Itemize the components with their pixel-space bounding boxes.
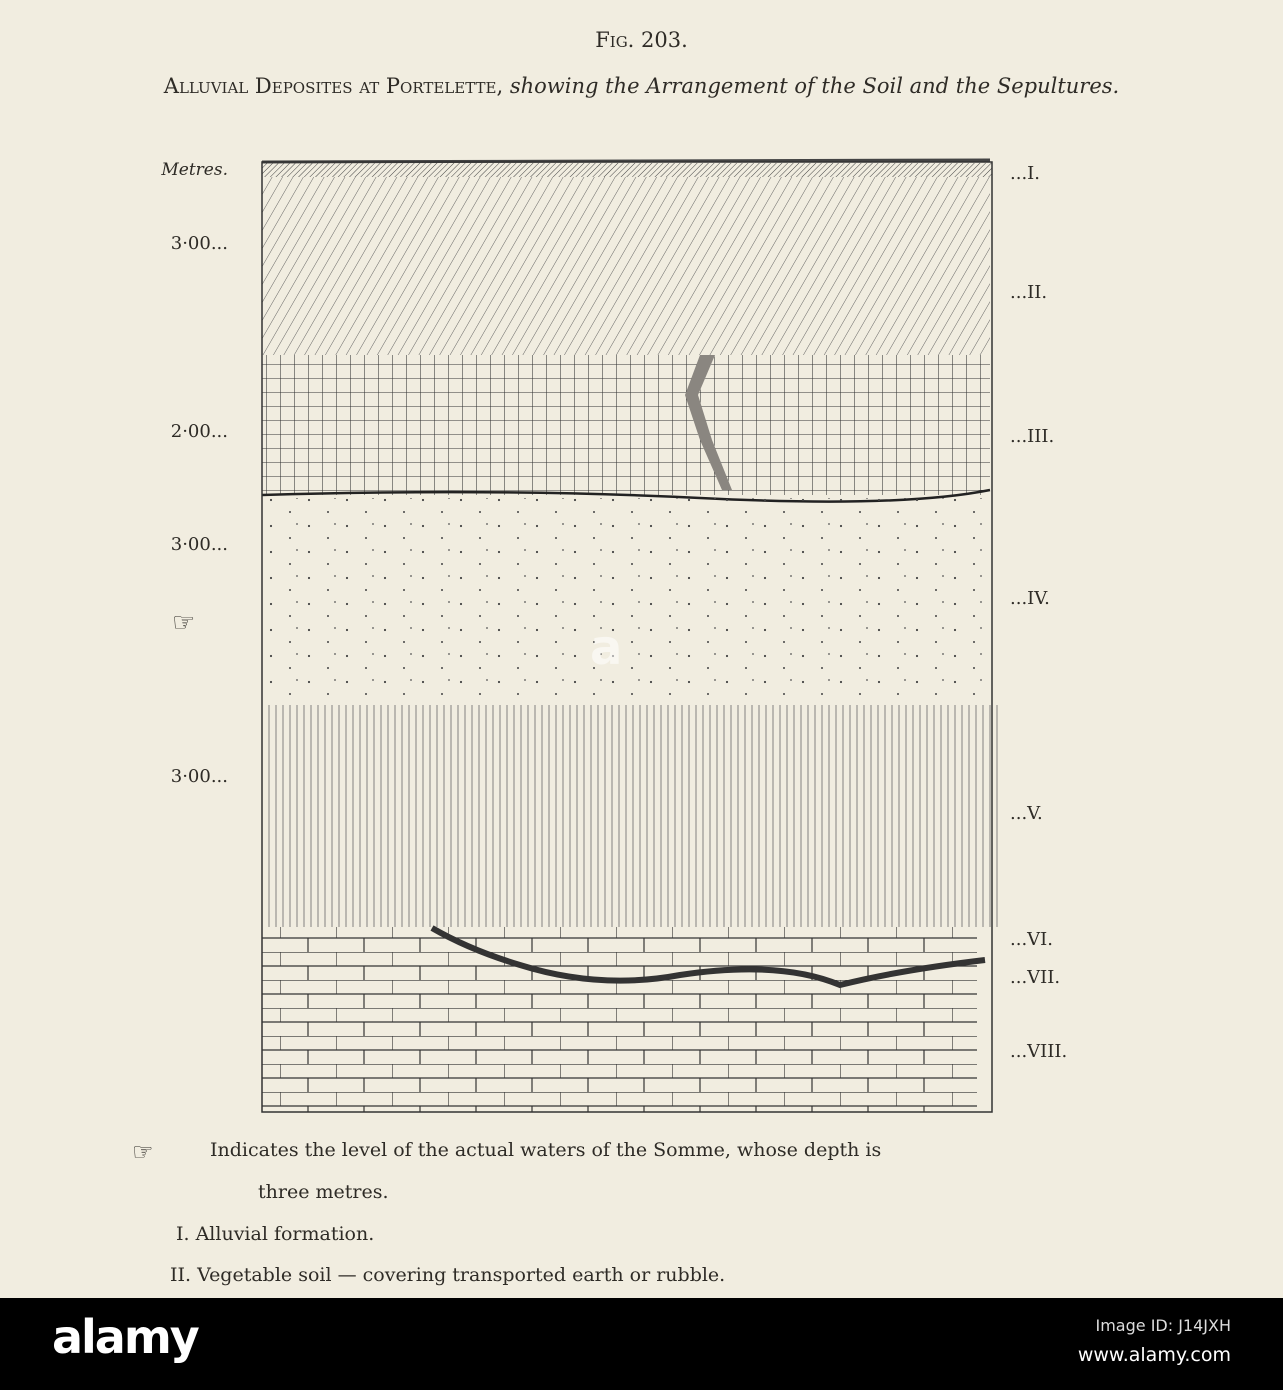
layer-label: ...VII. — [1010, 967, 1061, 988]
image-id: Image ID: J14JXH — [1095, 1316, 1231, 1335]
layer-label: ...V. — [1010, 803, 1043, 824]
caption-line: Indicates the level of the actual waters of the Somme, whose depth is — [210, 1139, 882, 1161]
layer-v — [262, 705, 998, 927]
figure-title — [0, 74, 1283, 98]
layer-i — [262, 163, 992, 177]
layer-ii — [262, 177, 990, 355]
pointing-hand-icon: ☞ — [172, 608, 196, 638]
title-italic: showing the Arrangement of the Soil and the Sepultures. — [509, 74, 1120, 98]
scale-unit: Metres. — [161, 160, 228, 180]
caption-item: I. Alluvial formation. — [176, 1223, 375, 1245]
layer-iii — [262, 355, 990, 495]
watermark-logo: a — [590, 620, 623, 676]
figure-number: Fig. 203. — [595, 28, 688, 52]
scale-mark: 3·00... — [170, 534, 228, 555]
layer-iv — [262, 498, 990, 705]
caption-line: three metres. — [258, 1181, 389, 1203]
scale-mark: 3·00... — [170, 233, 228, 254]
caption-item: II. Vegetable soil — covering transported earth or rubble. — [170, 1264, 726, 1286]
layer-label: ...IV. — [1010, 588, 1050, 609]
scale-mark: 2·00... — [170, 421, 228, 442]
site-url: www.alamy.com — [1077, 1344, 1231, 1366]
watermark-bar — [0, 1298, 1283, 1390]
layer-vi-viii — [262, 927, 977, 1112]
pointing-hand-icon: ☞ — [132, 1138, 154, 1166]
stratigraphy-diagram — [250, 120, 1010, 1120]
layer-label: ...I. — [1010, 163, 1040, 184]
scale-mark: 3·00... — [170, 766, 228, 787]
layer-label: ...III. — [1010, 426, 1055, 447]
layer-label: ...VI. — [1010, 929, 1053, 950]
title-caps: Alluvial Deposites at Portelette, — [163, 74, 504, 98]
layer-label: ...VIII. — [1010, 1041, 1068, 1062]
alamy-logo: alamy — [52, 1310, 198, 1364]
layer-label: ...II. — [1010, 282, 1048, 303]
